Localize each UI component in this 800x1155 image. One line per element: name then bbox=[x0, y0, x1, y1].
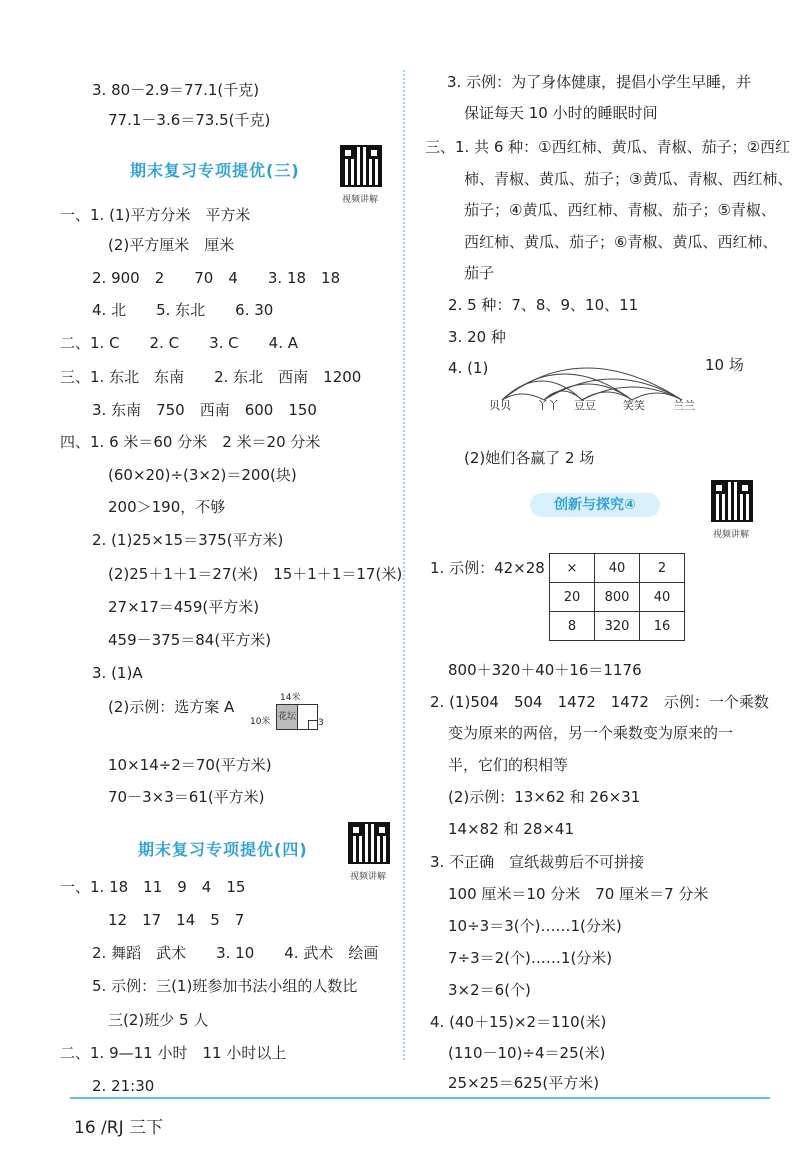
answer-line: 2. (1)504 504 1472 1472 示例：一个乘数 bbox=[430, 693, 769, 711]
grid-cell: 800 bbox=[595, 583, 640, 612]
answer-line: (2)示例：13×62 和 26×31 bbox=[448, 788, 641, 806]
answer-line: 77.1－3.6＝73.5(千克) bbox=[108, 111, 271, 129]
grid-cell: 40 bbox=[640, 583, 685, 612]
figure-label-top: 14米 bbox=[280, 693, 301, 703]
answer-line: 800＋320＋40＋16＝1176 bbox=[448, 661, 642, 679]
grid-cell: 40 bbox=[595, 554, 640, 583]
answer-line: (2)25＋1＋1＝27(米) 15＋1＋1＝17(米) bbox=[108, 565, 403, 583]
answer-line: 10 场 bbox=[705, 356, 744, 374]
answer-line: 2. 5 种：7、8、9、10、11 bbox=[448, 296, 639, 314]
answer-line: 1. 示例：42×28 bbox=[430, 559, 545, 577]
figure-garden: 花坛 bbox=[276, 704, 298, 730]
figure-label-left: 10米 bbox=[250, 717, 271, 727]
answer-line: 14×82 和 28×41 bbox=[448, 820, 575, 838]
grid-cell: 320 bbox=[595, 612, 640, 641]
qr-code-icon[interactable] bbox=[340, 145, 382, 187]
garden-figure bbox=[250, 690, 330, 740]
section-header-3: 期末复习专项提优(三) bbox=[130, 161, 300, 180]
figure-label-small: 3 bbox=[318, 718, 324, 728]
qr-code-icon[interactable] bbox=[711, 480, 753, 522]
answer-line: 7÷3＝2(个)……1(分米) bbox=[448, 949, 613, 967]
player-name: 兰兰 bbox=[673, 399, 695, 412]
answer-line: 二、1. C 2. C 3. C 4. A bbox=[60, 334, 299, 352]
page-footer: 16 /RJ 三下 bbox=[74, 1118, 163, 1138]
answer-line: 459－375＝84(平方米) bbox=[108, 631, 272, 649]
grid-cell: 16 bbox=[640, 612, 685, 641]
answer-line: 茄子；④黄瓜、西红柿、青椒、茄子；⑤青椒、 bbox=[464, 201, 776, 219]
answer-line: 3. 示例：为了身体健康，提倡小学生早睡，并 bbox=[447, 73, 752, 91]
answer-line: (110－10)÷4＝25(米) bbox=[448, 1044, 606, 1062]
answer-line: (2)示例：选方案 A bbox=[108, 698, 235, 716]
answer-line: 四、1. 6 米＝60 分米 2 米＝20 分米 bbox=[60, 433, 321, 451]
grid-cell: 8 bbox=[550, 612, 595, 641]
answer-line: 茄子 bbox=[464, 264, 495, 282]
answer-line: 二、1. 9—11 小时 11 小时以上 bbox=[60, 1044, 287, 1062]
grid-cell: 2 bbox=[640, 554, 685, 583]
figure-small-square bbox=[308, 720, 318, 730]
player-name: 丫丫 bbox=[537, 399, 559, 412]
answer-line: 27×17＝459(平方米) bbox=[108, 598, 260, 616]
answer-line: 西红柿、黄瓜、茄子；⑥青椒、黄瓜、西红柿、 bbox=[464, 233, 778, 251]
player-name: 笑笑 bbox=[623, 399, 645, 412]
answer-line: 4. 北 5. 东北 6. 30 bbox=[92, 301, 274, 319]
answer-line: 柿、青椒、黄瓜、茄子；③黄瓜、青椒、西红柿、 bbox=[464, 170, 793, 188]
answer-line: 3. 80－2.9＝77.1(千克) bbox=[92, 81, 260, 99]
answer-line: (60×20)÷(3×2)＝200(块) bbox=[108, 466, 297, 484]
column-divider bbox=[403, 70, 405, 1060]
qr-caption: 视频讲解 bbox=[713, 530, 750, 540]
answer-line: 25×25＝625(平方米) bbox=[448, 1074, 600, 1092]
answer-line: 3. (1)A bbox=[92, 664, 143, 682]
answer-line: 2. 900 2 70 4 3. 18 18 bbox=[92, 269, 341, 287]
answer-line: 12 17 14 5 7 bbox=[108, 911, 245, 929]
section-header-4: 期末复习专项提优(四) bbox=[138, 840, 308, 859]
answer-line: 3×2＝6(个) bbox=[448, 981, 531, 999]
answer-line: (2)她们各赢了 2 场 bbox=[464, 449, 595, 467]
answer-line: 三、1. 东北 东南 2. 东北 西南 1200 bbox=[60, 368, 362, 386]
answer-line: 70－3×3＝61(平方米) bbox=[108, 788, 265, 806]
answer-line: 半，它们的积相等 bbox=[448, 756, 569, 774]
answer-line: 3. 东南 750 西南 600 150 bbox=[92, 401, 317, 419]
qr-code-icon[interactable] bbox=[348, 822, 390, 864]
qr-caption: 视频讲解 bbox=[350, 872, 387, 882]
section-badge: 创新与探究④ bbox=[530, 493, 660, 517]
answer-line: 4. (1) bbox=[448, 359, 489, 377]
answer-line: 一、1. 18 11 9 4 15 bbox=[60, 878, 246, 896]
answer-line: 2. 舞蹈 武术 3. 10 4. 武术 绘画 bbox=[92, 944, 379, 962]
answer-line: 保证每天 10 小时的睡眠时间 bbox=[464, 104, 658, 122]
answer-line: (2)平方厘米 厘米 bbox=[108, 236, 235, 254]
answer-line: 2. (1)25×15＝375(平方米) bbox=[92, 531, 284, 549]
answer-line: 三、1. 共 6 种：①西红柿、黄瓜、青椒、茄子；②西红 bbox=[425, 138, 791, 156]
answer-line: 200＞190，不够 bbox=[108, 498, 226, 516]
answer-line: 一、1. (1)平方分米 平方米 bbox=[60, 206, 251, 224]
answer-line: 变为原来的两倍，另一个乘数变为原来的一 bbox=[448, 724, 734, 742]
qr-caption: 视频讲解 bbox=[342, 195, 379, 205]
grid-cell: 20 bbox=[550, 583, 595, 612]
player-name: 贝贝 bbox=[489, 399, 511, 412]
answer-line: 10×14÷2＝70(平方米) bbox=[108, 756, 272, 774]
multiplication-grid bbox=[549, 553, 685, 641]
answer-line: 2. 21:30 bbox=[92, 1077, 155, 1095]
answer-line: 3. 20 种 bbox=[448, 328, 506, 346]
answer-line: 5. 示例：三(1)班参加书法小组的人数比 bbox=[92, 977, 358, 995]
answer-line: 4. (40＋15)×2＝110(米) bbox=[430, 1013, 607, 1031]
answer-line: 三(2)班少 5 人 bbox=[108, 1011, 209, 1029]
answer-line: 100 厘米＝10 分米 70 厘米＝7 分米 bbox=[448, 885, 709, 903]
player-name: 豆豆 bbox=[574, 399, 596, 412]
grid-cell: × bbox=[550, 554, 595, 583]
answer-line: 10÷3＝3(个)……1(分米) bbox=[448, 917, 622, 935]
answer-line: 3. 不正确 宣纸裁剪后不可拼接 bbox=[430, 853, 645, 871]
footer-rule bbox=[70, 1097, 770, 1099]
